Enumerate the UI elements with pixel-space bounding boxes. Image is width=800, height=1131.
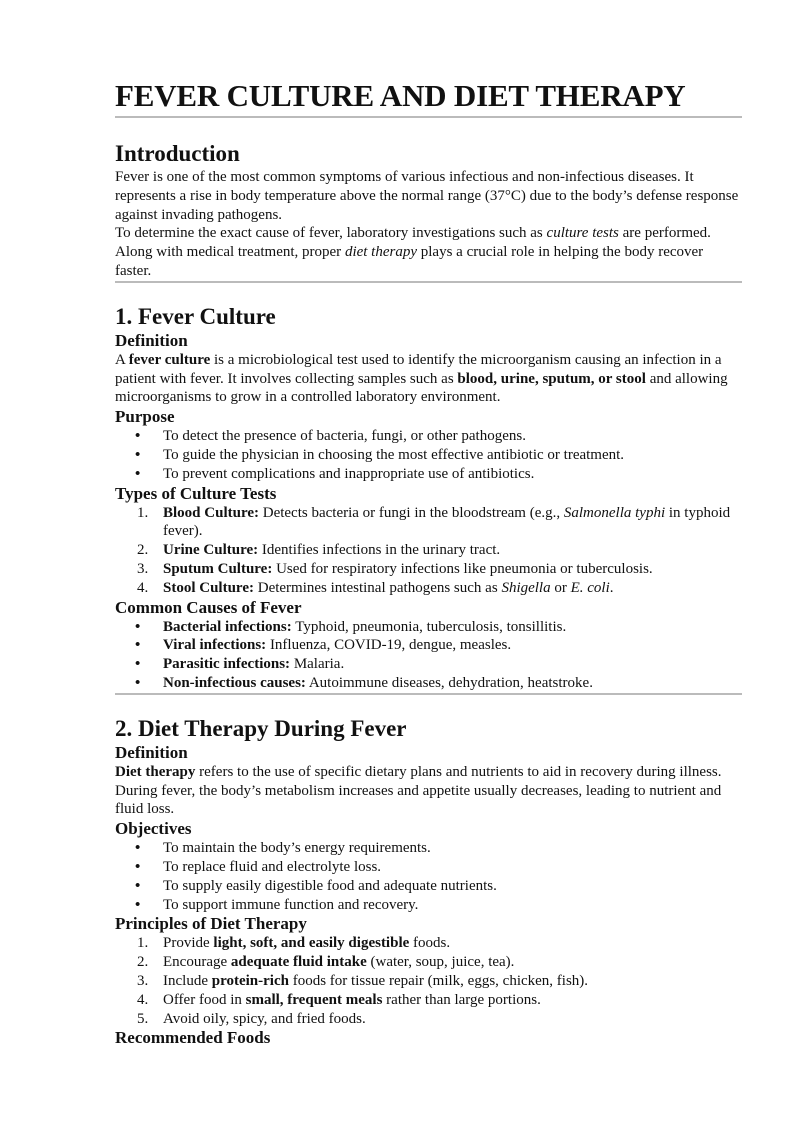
list-item: • Non-infectious causes: Autoimmune diseases, dehydration, heatstroke. <box>115 674 742 693</box>
list-item: • To supply easily digestible food and adequate nutrients. <box>115 877 742 896</box>
introduction-paragraph-1: Fever is one of the most common symptoms of various infectious and non-infectious diseases. It represents a rise in body temperature above the normal range (37°C) due to the body’s defense response against invading pathogens. <box>115 169 739 223</box>
culture-types-heading: Types of Culture Tests <box>115 483 277 503</box>
list-item: • To maintain the body’s energy requirements. <box>115 839 742 858</box>
list-item: • To detect the presence of bacteria, fungi, or other pathogens. <box>115 427 742 446</box>
fever-culture-definition-heading: Definition <box>115 330 188 350</box>
diet-therapy-definition-heading: Definition <box>115 742 188 762</box>
introduction-paragraph-2: To determine the exact cause of fever, laboratory investigations such as culture tests are performed. Along with medical treatment, proper diet therapy plays a crucial role in helping the body recover faster. <box>115 225 711 279</box>
list-item: 4. Offer food in small, frequent meals rather than large portions. <box>137 991 541 1008</box>
objectives-list <box>115 839 742 914</box>
culture-types-list <box>115 504 742 598</box>
list-item: • Parasitic infections: Malaria. <box>115 655 742 674</box>
list-item: • To prevent complications and inappropriate use of antibiotics. <box>115 465 742 484</box>
fever-causes-list <box>115 618 742 693</box>
document-page <box>115 78 742 1048</box>
fever-culture-heading: 1. Fever Culture <box>115 303 276 329</box>
list-item: 2. Urine Culture: Identifies infections in the urinary tract. <box>137 542 501 559</box>
list-item: 1. Provide light, soft, and easily digestible foods. <box>137 935 451 952</box>
objectives-heading: Objectives <box>115 819 192 839</box>
list-item: • Bacterial infections: Typhoid, pneumonia, tuberculosis, tonsillitis. <box>115 618 742 637</box>
list-item: 1. Blood Culture: Detects bacteria or fungi in the bloodstream (e.g., Salmonella typhi in typhoid fever). <box>137 504 731 540</box>
purpose-list <box>115 427 742 483</box>
list-item: 3. Sputum Culture: Used for respiratory infections like pneumonia or tuberculosis. <box>137 560 653 577</box>
list-item: • To support immune function and recovery. <box>115 896 742 915</box>
list-item: • To replace fluid and electrolyte loss. <box>115 858 742 877</box>
diet-therapy-heading: 2. Diet Therapy During Fever <box>115 715 407 741</box>
principles-heading: Principles of Diet Therapy <box>115 914 307 934</box>
diet-therapy-section <box>115 715 742 1049</box>
diet-therapy-emphasis: diet therapy <box>344 244 418 261</box>
principles-list <box>115 934 742 1028</box>
culture-tests-emphasis: culture tests <box>546 225 619 242</box>
document-title: FEVER CULTURE AND DIET THERAPY <box>115 78 742 118</box>
list-item: • To guide the physician in choosing the most effective antibiotic or treatment. <box>115 446 742 465</box>
list-item: 4. Stool Culture: Determines intestinal pathogens such as Shigella or E. coli. <box>137 579 614 596</box>
recommended-foods-heading: Recommended Foods <box>115 1028 271 1048</box>
purpose-heading: Purpose <box>115 407 175 427</box>
list-item: 2. Encourage adequate fluid intake (water, soup, juice, tea). <box>137 954 515 971</box>
list-item: 3. Include protein-rich foods for tissue repair (milk, eggs, chicken, fish). <box>137 972 589 989</box>
list-item: • Viral infections: Influenza, COVID-19, dengue, measles. <box>115 636 742 655</box>
fever-causes-heading: Common Causes of Fever <box>115 597 302 617</box>
introduction-heading: Introduction <box>115 141 240 166</box>
list-item: 5. Avoid oily, spicy, and fried foods. <box>137 1010 366 1027</box>
fever-culture-section <box>115 303 742 695</box>
diet-therapy-definition-text: Diet therapy refers to the use of specific dietary plans and nutrients to aid in recovery during illness. During fever, the body’s metabolism increases and appetite usually decreases, leading to nutrient and fluid loss. <box>115 763 722 818</box>
fever-culture-definition-text: A fever culture is a microbiological test used to identify the microorganism causing an infection in a patient with fever. It involves collecting samples such as blood, urine, sputum, or stool and allowing microorganisms to grow in a controlled laboratory environment. <box>115 351 728 406</box>
introduction-section <box>115 140 742 283</box>
